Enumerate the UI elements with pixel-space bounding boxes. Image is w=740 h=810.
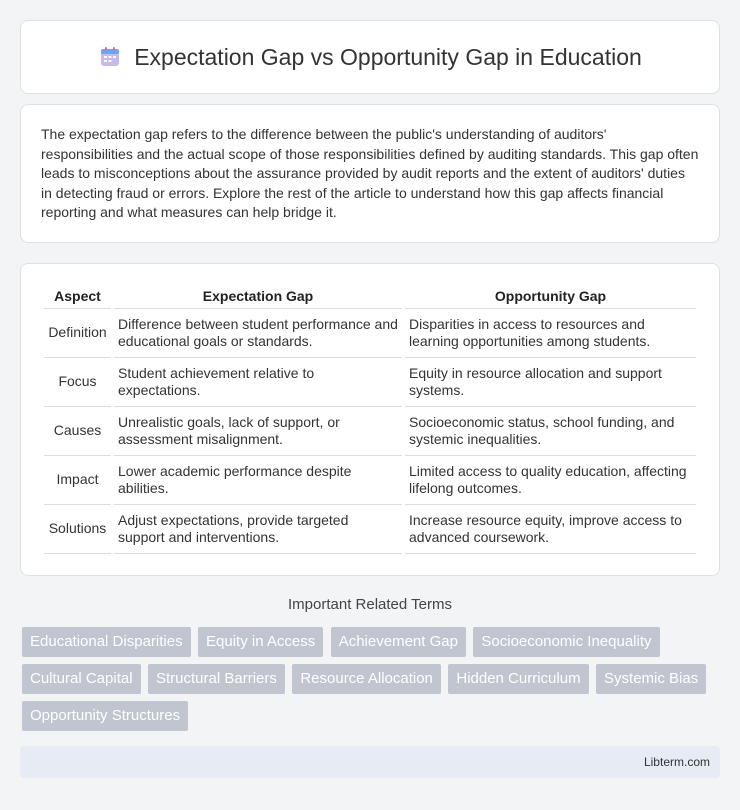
footer bbox=[20, 746, 720, 778]
related-term-tag[interactable]: Structural Barriers bbox=[148, 664, 285, 694]
table-row bbox=[44, 456, 696, 505]
related-term-tag[interactable]: Equity in Access bbox=[198, 627, 323, 657]
related-terms-title: Important Related Terms bbox=[288, 596, 452, 613]
table-row bbox=[44, 358, 696, 407]
table-cell: Focus bbox=[44, 358, 111, 407]
header-aspect: Aspect bbox=[44, 284, 111, 309]
comparison-table bbox=[41, 284, 699, 554]
comparison-table-card bbox=[20, 263, 720, 576]
table-cell: Difference between student performance and educational goals or standards. bbox=[114, 309, 402, 358]
related-term-tag[interactable]: Systemic Bias bbox=[596, 664, 706, 694]
table-cell: Unrealistic goals, lack of support, or assessment misalignment. bbox=[114, 407, 402, 456]
title-card bbox=[20, 20, 720, 94]
related-term-tag[interactable]: Resource Allocation bbox=[292, 664, 441, 694]
related-term-tag[interactable]: Socioeconomic Inequality bbox=[473, 627, 659, 657]
table-cell: Solutions bbox=[44, 505, 111, 554]
table-cell: Increase resource equity, improve access to advanced coursework. bbox=[405, 505, 696, 554]
page-title: Expectation Gap vs Opportunity Gap in Education bbox=[134, 43, 642, 70]
related-term-tag[interactable]: Hidden Curriculum bbox=[448, 664, 588, 694]
intro-card bbox=[20, 104, 720, 243]
related-terms-list bbox=[22, 627, 722, 738]
header-expectation-gap: Expectation Gap bbox=[114, 284, 402, 309]
table-cell: Limited access to quality education, affecting lifelong outcomes. bbox=[405, 456, 696, 505]
calendar-icon bbox=[98, 45, 122, 69]
table-cell: Definition bbox=[44, 309, 111, 358]
table-row bbox=[44, 309, 696, 358]
related-term-tag[interactable]: Educational Disparities bbox=[22, 627, 191, 657]
table-cell: Adjust expectations, provide targeted support and interventions. bbox=[114, 505, 402, 554]
table-row bbox=[44, 505, 696, 554]
table-cell: Equity in resource allocation and support systems. bbox=[405, 358, 696, 407]
table-cell: Causes bbox=[44, 407, 111, 456]
table-header-row bbox=[44, 284, 696, 309]
related-term-tag[interactable]: Cultural Capital bbox=[22, 664, 141, 694]
table-cell: Impact bbox=[44, 456, 111, 505]
intro-text: The expectation gap refers to the difference between the public's understanding of auditors' responsibilities and the actual scope of those responsibilities defined by auditing standards. This gap often leads to misconceptions about the assurance provided by audit reports and the extent of auditors' duties in detecting fraud or errors. Explore the rest of the article to understand how this gap affects financial reporting and what measures can help bridge it. bbox=[41, 126, 699, 221]
table-row bbox=[44, 407, 696, 456]
table-cell: Student achievement relative to expectations. bbox=[114, 358, 402, 407]
footer-site-link[interactable]: Libterm.com bbox=[643, 755, 710, 769]
table-cell: Disparities in access to resources and learning opportunities among students. bbox=[405, 309, 696, 358]
header-opportunity-gap: Opportunity Gap bbox=[405, 284, 696, 309]
table-cell: Socioeconomic status, school funding, and systemic inequalities. bbox=[405, 407, 696, 456]
related-term-tag[interactable]: Opportunity Structures bbox=[22, 701, 188, 731]
table-cell: Lower academic performance despite abilities. bbox=[114, 456, 402, 505]
related-term-tag[interactable]: Achievement Gap bbox=[331, 627, 466, 657]
